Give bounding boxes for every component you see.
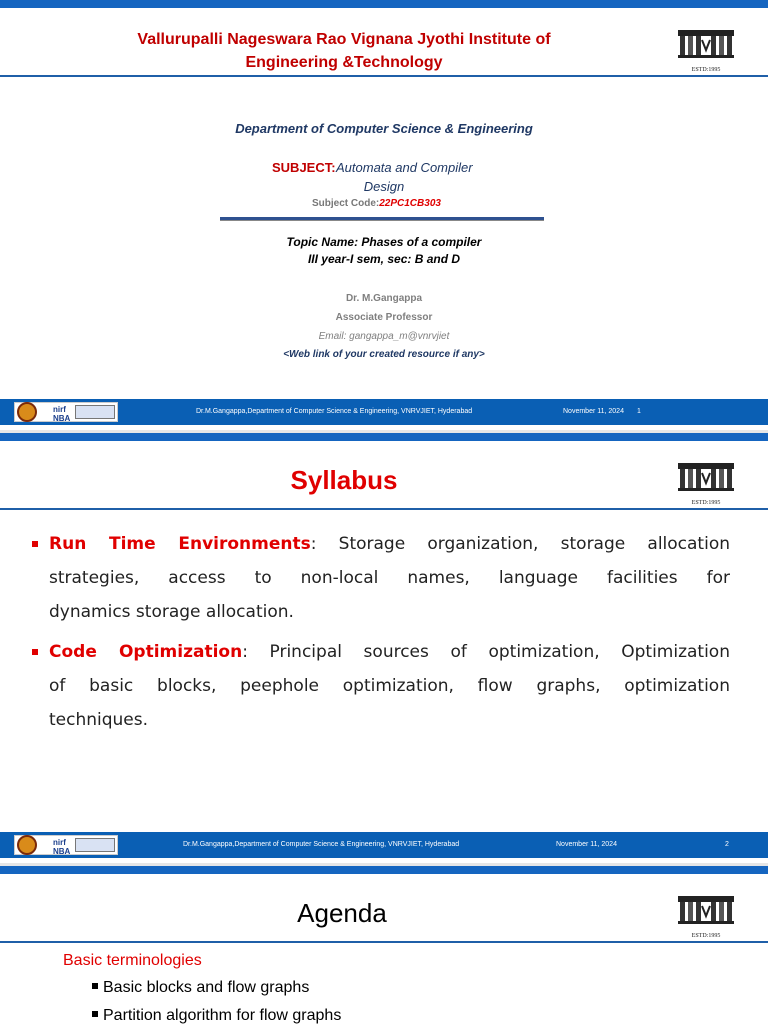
institute-name-line-2: Engineering &Technology [245, 54, 443, 71]
subject-name-line-1: Automata and Compiler [336, 160, 473, 175]
naac-logo-icon [17, 402, 37, 422]
header-divider [0, 941, 768, 943]
header-divider [0, 508, 768, 510]
institute-name-line-1: Vallurupalli Nageswara Rao Vignana Jyothi Institute of [137, 31, 551, 48]
slide-title: Syllabus [290, 465, 398, 495]
footer-text: Dr.M.Gangappa,Department of Computer Science & Engineering, VNRVJIET, Hyderabad [183, 841, 460, 848]
footer-page-number: 1 [637, 408, 641, 415]
institute-name [0, 28, 728, 74]
bullet-heading: Code Optimization [49, 642, 243, 662]
footer-page-number: 2 [725, 841, 729, 848]
institute-logo-icon [676, 28, 736, 73]
bullet-heading: Run Time Environments [49, 534, 311, 554]
footer-logos [14, 402, 118, 422]
logo-estd-label: ESTD:1995 [691, 500, 721, 506]
slide-1 [0, 0, 768, 430]
accreditation-badge-icon [75, 405, 115, 419]
slide-1-footer [0, 399, 768, 425]
author-name: Dr. M.Gangappa [345, 293, 423, 304]
subject-label: SUBJECT: [272, 160, 336, 175]
author-email: Email: gangappa_m@vnrvjiet [318, 331, 450, 342]
bullet-line: : Principal sources of optimization, Optimization [242, 642, 730, 662]
author-designation: Associate Professor [335, 312, 433, 323]
bullet-square-icon [32, 541, 38, 547]
bullet-square-icon [92, 983, 98, 989]
footer-text: Dr.M.Gangappa,Department of Computer Science & Engineering, VNRVJIET, Hyderabad [196, 408, 473, 415]
web-link[interactable]: <Web link of your created resource if any> [283, 349, 485, 360]
slide-2 [0, 433, 768, 863]
syllabus-bullet-2 [32, 635, 730, 737]
slide-3 [0, 866, 768, 1024]
agenda-item-label: Basic blocks and flow graphs [103, 979, 310, 996]
agenda-item [92, 1007, 341, 1024]
institute-logo-icon [676, 461, 736, 506]
subject-name-line-2: Design [363, 179, 405, 194]
logo-estd-label: ESTD:1995 [691, 67, 721, 73]
slide-title: Agenda [297, 898, 387, 928]
year-section: III year-I sem, sec: B and D [307, 252, 461, 266]
agenda-item-label: Partition algorithm for flow graphs [103, 1007, 342, 1024]
footer-date: November 11, 2024 [563, 408, 624, 415]
footer-logos [14, 835, 118, 855]
subject-code-label: Subject Code: [312, 198, 380, 209]
logo-estd-label: ESTD:1995 [691, 933, 721, 939]
slide-2-footer [0, 832, 768, 858]
bullet-line: techniques. [49, 710, 149, 730]
bullet-line: of basic blocks, peephole optimization, flow graphs, optimization [49, 676, 730, 696]
slide-2-top-bar [0, 433, 768, 441]
institute-logo-icon [676, 894, 736, 939]
header-divider [0, 75, 768, 77]
subject-divider [220, 217, 544, 221]
syllabus-bullet-1 [32, 527, 730, 629]
bullet-square-icon [32, 649, 38, 655]
bullet-line: dynamics storage allocation. [49, 602, 294, 622]
agenda-item [92, 979, 309, 997]
accreditation-badge-icon [75, 838, 115, 852]
slide-3-top-bar [0, 866, 768, 874]
bullet-line: strategies, access to non-local names, language facilities for [49, 568, 730, 588]
slide-1-top-bar [0, 0, 768, 8]
subject-code-value: 22PC1CB303 [379, 198, 441, 209]
bullet-line: : Storage organization, storage allocation [310, 534, 731, 554]
footer-date: November 11, 2024 [556, 841, 617, 848]
agenda-section-title: Basic terminologies [63, 952, 202, 969]
nirf-nba-logo-icon: nirf NBA [53, 838, 71, 856]
naac-logo-icon [17, 835, 37, 855]
department-name: Department of Computer Science & Engineering [235, 121, 533, 136]
topic-name: Topic Name: Phases of a compiler [286, 235, 482, 249]
bullet-square-icon [92, 1011, 98, 1017]
nirf-nba-logo-icon: nirf NBA [53, 405, 71, 423]
